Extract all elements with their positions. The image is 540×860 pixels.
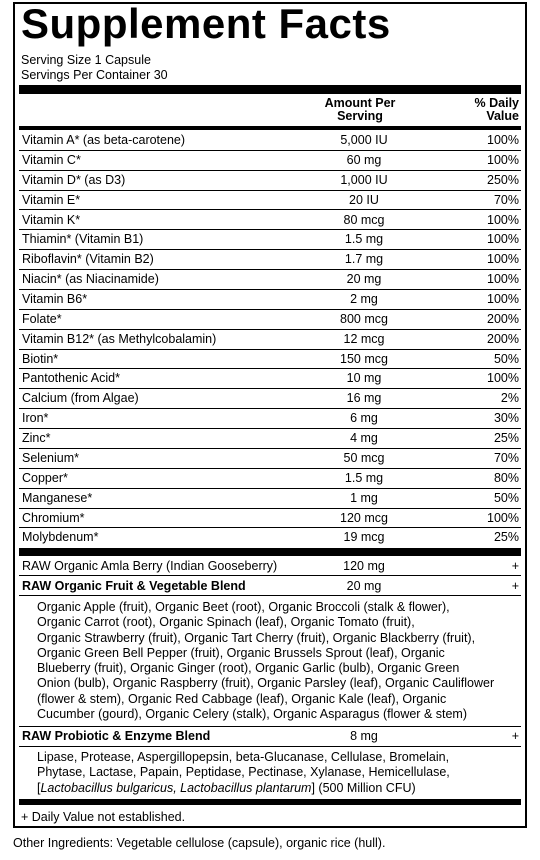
nutrient-row bbox=[19, 290, 521, 310]
nutrient-amount: 6 mg bbox=[350, 411, 378, 426]
nutrient-amount: 1.7 mg bbox=[344, 252, 384, 267]
nutrient-name: Biotin* bbox=[22, 351, 59, 366]
nutrient-amount: 12 mcg bbox=[343, 331, 385, 346]
nutrient-row bbox=[19, 250, 521, 270]
nutrient-row bbox=[19, 509, 521, 529]
nutrient-row bbox=[19, 310, 521, 330]
thick-divider-mid bbox=[19, 548, 521, 556]
nutrient-row bbox=[19, 350, 521, 370]
amla-row bbox=[19, 557, 521, 576]
header-divider bbox=[19, 126, 521, 130]
nutrient-name: Niacin* (as Niacinamide) bbox=[22, 272, 159, 287]
fruit-blend-dv: + bbox=[511, 579, 519, 593]
nutrient-row bbox=[19, 528, 521, 548]
nutrient-amount: 1.5 mg bbox=[344, 470, 384, 485]
nutrient-amount: 50 mcg bbox=[343, 450, 385, 465]
nutrient-dv: 70% bbox=[493, 192, 519, 207]
nutrient-row bbox=[19, 369, 521, 389]
nutrient-row bbox=[19, 389, 521, 409]
nutrient-name: Vitamin B12* (as Methylcobalamin) bbox=[22, 331, 217, 346]
nutrient-row bbox=[19, 131, 521, 151]
nutrient-amount: 5,000 IU bbox=[340, 133, 388, 147]
panel-title: Supplement Facts bbox=[21, 0, 391, 47]
nutrient-row bbox=[19, 151, 521, 171]
nutrient-row bbox=[19, 211, 521, 231]
divider-probiotic-header bbox=[19, 746, 521, 747]
nutrient-amount: 2 mg bbox=[350, 292, 378, 306]
nutrient-name: Vitamin K* bbox=[22, 212, 81, 227]
nutrient-row bbox=[19, 469, 521, 489]
nutrient-name: Vitamin D* (as D3) bbox=[22, 172, 126, 187]
nutrient-amount: 20 IU bbox=[349, 192, 379, 207]
thick-divider-top bbox=[19, 85, 521, 94]
nutrient-amount: 120 mcg bbox=[340, 510, 388, 525]
nutrient-dv: 100% bbox=[487, 510, 519, 525]
thick-divider-bottom bbox=[19, 799, 521, 805]
amla-dv: + bbox=[511, 559, 519, 573]
nutrient-name: Copper* bbox=[22, 470, 68, 485]
nutrient-amount: 1 mg bbox=[350, 490, 378, 505]
nutrient-dv: 200% bbox=[487, 311, 519, 326]
fruit-blend-name: RAW Organic Fruit & Vegetable Blend bbox=[22, 579, 246, 593]
nutrient-dv: 50% bbox=[493, 351, 519, 366]
nutrient-row bbox=[19, 171, 521, 191]
nutrient-name: Thiamin* (Vitamin B1) bbox=[22, 232, 144, 247]
nutrient-name: Pantothenic Acid* bbox=[22, 371, 120, 386]
nutrient-amount: 10 mg bbox=[346, 371, 382, 386]
probiotic-blend-row bbox=[19, 727, 521, 746]
nutrient-name: Zinc* bbox=[22, 431, 51, 446]
amount-per-serving-header: Amount Per Serving bbox=[324, 96, 396, 123]
nutrient-dv: 50% bbox=[493, 490, 519, 505]
nutrient-row bbox=[19, 489, 521, 509]
nutrient-row bbox=[19, 409, 521, 429]
nutrient-name: Iron* bbox=[22, 411, 49, 426]
nutrient-row bbox=[19, 330, 521, 350]
probiotic-blend-dv: + bbox=[511, 729, 519, 743]
fruit-blend-amount: 20 mg bbox=[346, 579, 382, 593]
nutrient-dv: 30% bbox=[493, 411, 519, 426]
nutrient-amount: 19 mcg bbox=[343, 530, 385, 545]
nutrient-dv: 100% bbox=[487, 252, 519, 267]
nutrient-name: Vitamin B6* bbox=[22, 292, 88, 306]
amla-name: RAW Organic Amla Berry (Indian Gooseberry) bbox=[22, 559, 278, 573]
nutrient-name: Manganese* bbox=[22, 490, 93, 505]
probiotic-blend-ingredients: Lipase, Protease, Aspergillopepsin, beta-Glucanase, Cellulase, Bromelain, Phytase, Lactase, Papain, Peptidase, Pectinase, Xylanase, Hemicellulase, [Lactobacillus bulgaricus, Lactobacillus plantarum] (500 Million CFU) bbox=[37, 750, 450, 795]
nutrient-row bbox=[19, 191, 521, 211]
nutrient-dv: 100% bbox=[487, 212, 519, 227]
nutrient-name: Calcium (from Algae) bbox=[22, 391, 139, 406]
nutrient-dv: 250% bbox=[487, 172, 519, 187]
probiotic-strains: Lactobacillus bulgaricus, Lactobacillus plantarum bbox=[40, 780, 312, 795]
nutrient-dv: 200% bbox=[487, 331, 519, 346]
nutrient-dv: 100% bbox=[487, 272, 519, 287]
nutrient-name: Chromium* bbox=[22, 510, 85, 525]
nutrient-amount: 16 mg bbox=[346, 391, 382, 406]
nutrient-amount: 150 mcg bbox=[340, 351, 388, 366]
nutrient-name: Riboflavin* (Vitamin B2) bbox=[22, 252, 154, 267]
servings-per-container: Servings Per Container 30 bbox=[21, 68, 168, 82]
nutrient-amount: 1,000 IU bbox=[340, 172, 388, 187]
nutrient-dv: 100% bbox=[487, 292, 519, 306]
nutrient-amount: 1.5 mg bbox=[344, 232, 384, 247]
nutrient-amount: 60 mg bbox=[346, 152, 382, 167]
nutrient-name: Selenium* bbox=[22, 450, 79, 465]
probiotic-blend-amount: 8 mg bbox=[350, 729, 378, 743]
nutrient-amount: 20 mg bbox=[346, 272, 382, 287]
other-ingredients: Other Ingredients: Vegetable cellulose (capsule), organic rice (hull). bbox=[13, 836, 386, 850]
fruit-blend-ingredients: Organic Apple (fruit), Organic Beet (root), Organic Broccoli (stalk & flower), Organic Carrot (root), Organic Spinach (leaf), Organic Tomato (fruit), Organic Strawberry (fruit), Organic Tart Cherry (fruit), Organic Blackberry (fruit), Organic Green Bell Pepper (fruit), Organic Brussels Sprout (leaf), Organic Blueberry (fruit), Organic Ginger (root), Organic Garlic (bulb), Organic Green Onion (bulb), Organic Raspberry (fruit), Organic Parsley (leaf), Organic Cauliflower (flower & stem), Organic Red Cabbage (leaf), Organic Kale (leaf), Organic Cucumber (gourd), Organic Celery (stalk), Organic Asparagus (flower & stem) bbox=[37, 600, 495, 722]
footnote: + Daily Value not established. bbox=[21, 810, 186, 824]
nutrient-row bbox=[19, 429, 521, 449]
nutrient-amount: 800 mcg bbox=[340, 311, 388, 326]
serving-size: Serving Size 1 Capsule bbox=[21, 53, 151, 67]
nutrient-name: Vitamin E* bbox=[22, 192, 81, 207]
nutrient-amount: 80 mcg bbox=[343, 212, 385, 227]
nutrient-name: Folate* bbox=[22, 311, 62, 326]
amla-amount: 120 mg bbox=[343, 559, 385, 573]
nutrient-dv: 100% bbox=[487, 133, 519, 147]
nutrient-row bbox=[19, 270, 521, 290]
nutrient-row bbox=[19, 449, 521, 469]
nutrient-name: Vitamin A* (as beta-carotene) bbox=[22, 133, 186, 147]
nutrient-dv: 100% bbox=[487, 152, 519, 167]
fruit-blend-row bbox=[19, 577, 521, 596]
nutrient-dv: 80% bbox=[493, 470, 519, 485]
nutrient-name: Molybdenum* bbox=[22, 530, 99, 545]
nutrient-dv: 25% bbox=[493, 530, 519, 545]
nutrient-dv: 2% bbox=[500, 391, 519, 406]
daily-value-header: % Daily Value bbox=[474, 96, 519, 123]
nutrient-name: Vitamin C* bbox=[22, 152, 81, 167]
nutrient-row bbox=[19, 230, 521, 250]
probiotic-blend-name: RAW Probiotic & Enzyme Blend bbox=[22, 729, 211, 743]
nutrient-dv: 100% bbox=[487, 371, 519, 386]
supplement-facts-panel bbox=[13, 2, 527, 828]
nutrient-dv: 25% bbox=[493, 431, 519, 446]
nutrient-dv: 70% bbox=[493, 450, 519, 465]
nutrient-dv: 100% bbox=[487, 232, 519, 247]
nutrient-amount: 4 mg bbox=[350, 431, 378, 446]
